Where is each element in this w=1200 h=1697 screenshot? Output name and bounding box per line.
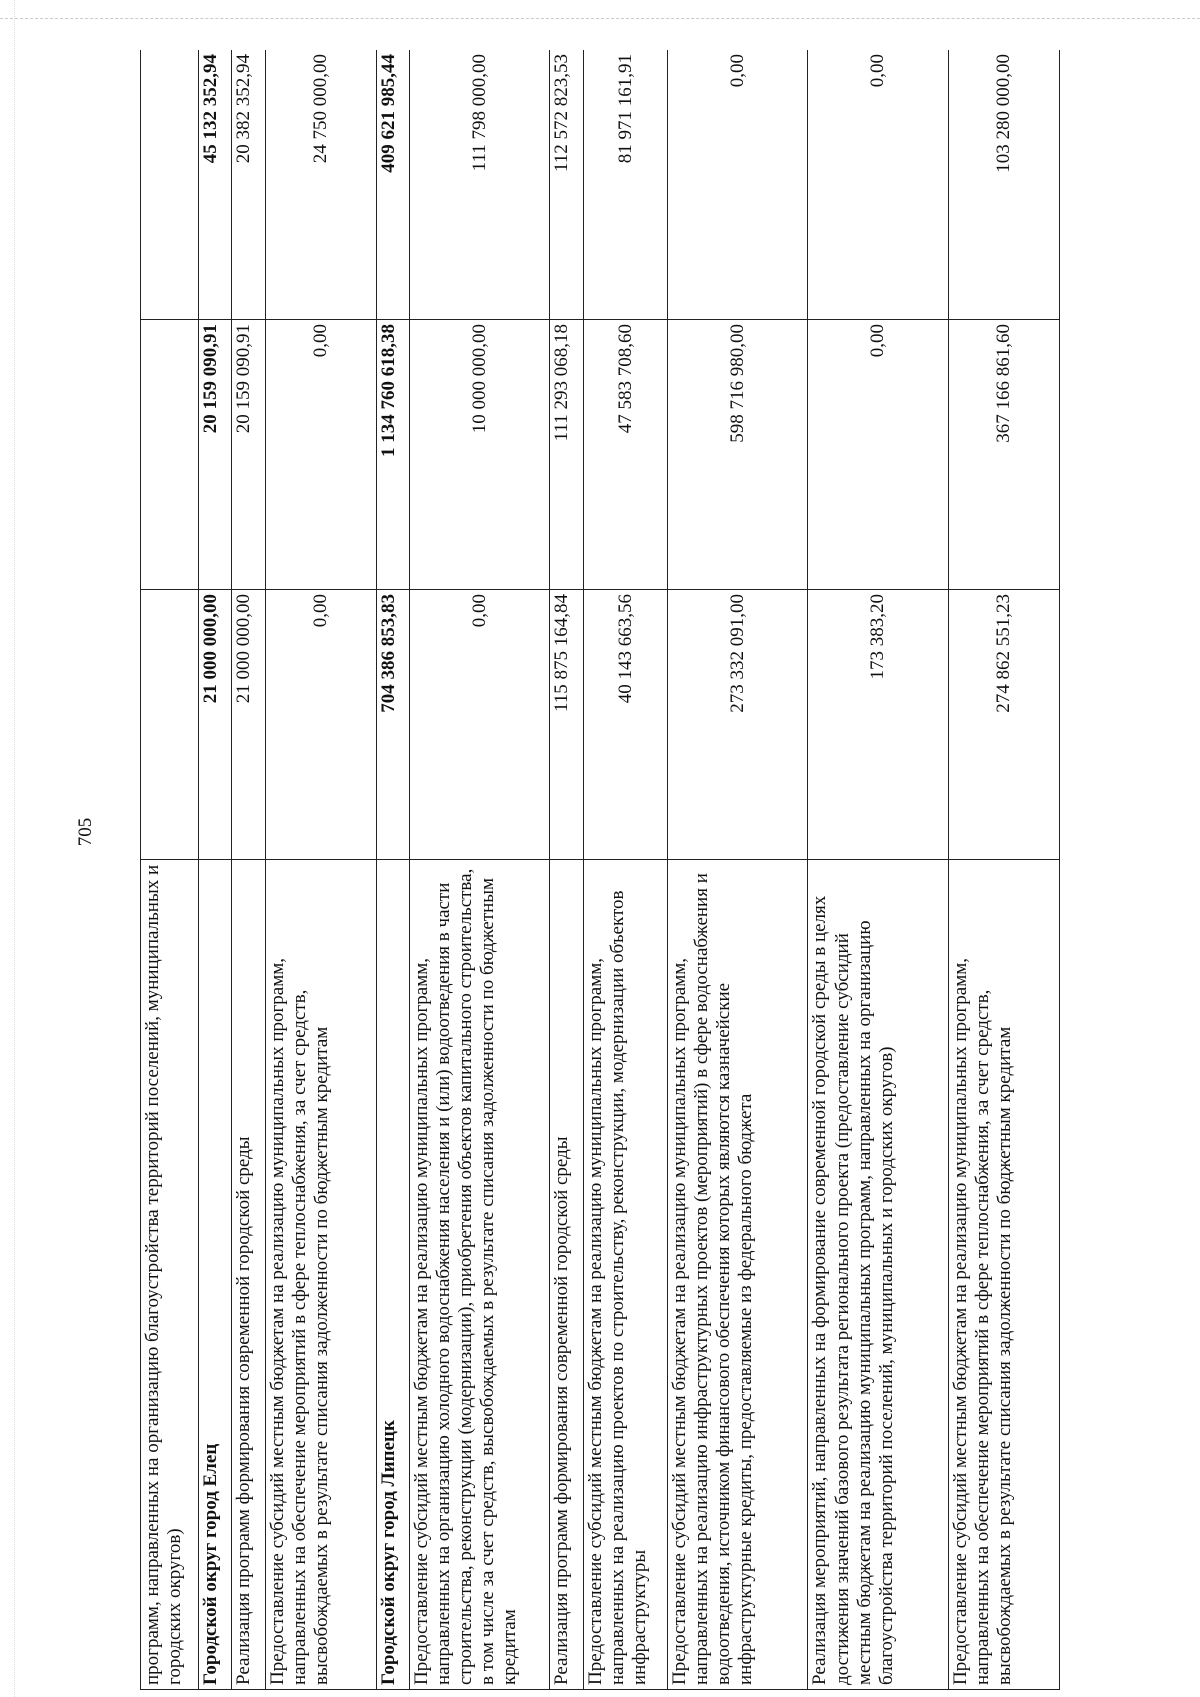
row-name-cell: Реализация мероприятий, направленных на формирование современной городской среды в целях достижения значений базового результата регионального проекта (предоставление субсидий местным бюджетам на реализацию муниципальных программ, направленных на организацию благоустройства территорий поселений, муниципальных и городских округов) <box>808 860 948 1690</box>
value-cell-1: 40 143 663,56 <box>583 590 668 860</box>
value-cell-1: 173 383,20 <box>808 590 948 860</box>
value-cell-1: 21 000 000,00 <box>198 590 231 860</box>
value-cell-1: 273 332 091,00 <box>668 590 808 860</box>
value-cell-3: 103 280 000,00 <box>948 50 1059 320</box>
row-name-cell: Предоставление субсидий местным бюджетам на реализацию муниципальных программ, направленных на реализацию инфраструктурных проектов (мероприятий) в сфере водоснабжения и водоотведения, источником финансового обеспечения которых являются казначейские инфраструктурные кредиты, предоставляемые из федерального бюджета <box>668 860 808 1690</box>
value-cell-2: 0,00 <box>265 320 376 590</box>
scan-edge-left <box>14 0 15 1697</box>
value-cell-1: 274 862 551,23 <box>948 590 1059 860</box>
value-cell-3: 0,00 <box>808 50 948 320</box>
table-row <box>948 50 1059 1690</box>
table-row <box>808 50 948 1690</box>
row-name-cell: Предоставление субсидий местным бюджетам на реализацию муниципальных программ, направленных на обеспечение мероприятий в сфере теплоснабжения, за счет средств, высвобождаемых в результате списания задолженности по бюджетным кредитам <box>948 860 1059 1690</box>
value-cell-2: 47 583 708,60 <box>583 320 668 590</box>
value-cell-3: 81 971 161,91 <box>583 50 668 320</box>
value-cell-3 <box>141 50 199 320</box>
table-row <box>232 50 265 1690</box>
value-cell-1: 0,00 <box>410 590 550 860</box>
value-cell-1 <box>141 590 199 860</box>
table-row <box>265 50 376 1690</box>
row-name-cell: Реализация программ формирования современной городской среды <box>232 860 265 1690</box>
row-name-cell: Городской округ город Липецк <box>376 860 409 1690</box>
table-row <box>550 50 583 1690</box>
value-cell-1: 704 386 853,83 <box>376 590 409 860</box>
value-cell-2: 367 166 861,60 <box>948 320 1059 590</box>
value-cell-2: 1 134 760 618,38 <box>376 320 409 590</box>
value-cell-1: 21 000 000,00 <box>232 590 265 860</box>
table-row <box>668 50 808 1690</box>
table-row <box>141 50 199 1690</box>
value-cell-2: 111 293 068,18 <box>550 320 583 590</box>
table-row-district-total <box>198 50 231 1690</box>
rotated-table-content <box>140 50 1060 1690</box>
value-cell-2: 598 716 980,00 <box>668 320 808 590</box>
scan-edge-top <box>0 18 1200 19</box>
row-name-cell: программ, направленных на организацию благоустройства территорий поселений, муниципальных и городских округов) <box>141 860 199 1690</box>
value-cell-3: 111 798 000,00 <box>410 50 550 320</box>
row-name-cell: Городской округ город Елец <box>198 860 231 1690</box>
value-cell-2: 10 000 000,00 <box>410 320 550 590</box>
table-row-district-total <box>376 50 409 1690</box>
value-cell-3: 20 382 352,94 <box>232 50 265 320</box>
value-cell-2: 20 159 090,91 <box>198 320 231 590</box>
value-cell-3: 0,00 <box>668 50 808 320</box>
value-cell-3: 45 132 352,94 <box>198 50 231 320</box>
row-name-cell: Реализация программ формирования современной городской среды <box>550 860 583 1690</box>
value-cell-2: 20 159 090,91 <box>232 320 265 590</box>
rotated-table-wrapper <box>140 50 1060 1690</box>
value-cell-1: 115 875 164,84 <box>550 590 583 860</box>
row-name-cell: Предоставление субсидий местным бюджетам на реализацию муниципальных программ, направленных на организацию холодного водоснабжения населения и (или) водоотведения в части строительства, реконструкции (модернизации), приобретения объектов капитального строительства, в том числе за счет средств, высвобождаемых в результате списания задолженности по бюджетным кредитам <box>410 860 550 1690</box>
value-cell-3: 24 750 000,00 <box>265 50 376 320</box>
budget-table <box>140 50 1060 1690</box>
table-row <box>410 50 550 1690</box>
value-cell-2 <box>141 320 199 590</box>
value-cell-3: 409 621 985,44 <box>376 50 409 320</box>
row-name-cell: Предоставление субсидий местным бюджетам на реализацию муниципальных программ, направленных на обеспечение мероприятий в сфере теплоснабжения, за счет средств, высвобождаемых в результате списания задолженности по бюджетным кредитам <box>265 860 376 1690</box>
value-cell-3: 112 572 823,53 <box>550 50 583 320</box>
row-name-cell: Предоставление субсидий местным бюджетам на реализацию муниципальных программ, направленных на реализацию проектов по строительству, реконструкции, модернизации объектов инфраструктуры <box>583 860 668 1690</box>
table-row <box>583 50 668 1690</box>
value-cell-2: 0,00 <box>808 320 948 590</box>
page-number: 705 <box>75 817 96 847</box>
value-cell-1: 0,00 <box>265 590 376 860</box>
